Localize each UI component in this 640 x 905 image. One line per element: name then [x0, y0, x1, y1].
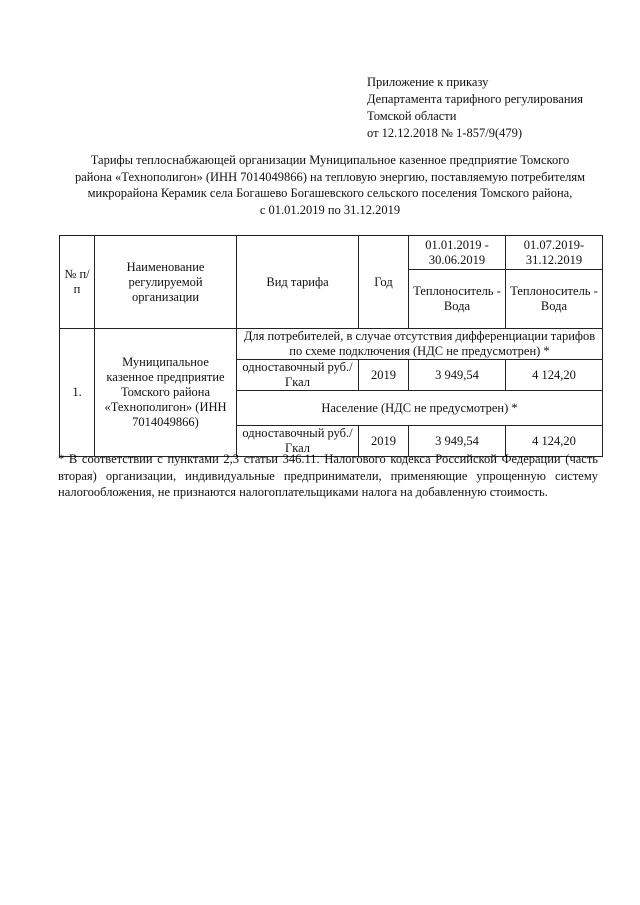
tariff-value-2: 4 124,20	[506, 360, 603, 391]
tariff-table	[59, 235, 603, 457]
group-title: Для потребителей, в случае отсутствия дифференциации тарифов по схеме подключения (НДС не предусмотрен) *	[237, 329, 603, 360]
title-line: микрорайона Керамик села Богашево Богашевского сельского поселения Томского района,	[87, 186, 573, 200]
header-year: Год	[359, 236, 409, 329]
tariff-year: 2019	[359, 360, 409, 391]
row-number: 1.	[60, 329, 95, 457]
tariff-value-1: 3 949,54	[409, 426, 506, 457]
header-carrier-2: Теплоноситель - Вода	[506, 270, 603, 329]
organization-name: Муниципальное казенное предприятие Томского района «Технополигон» (ИНН 7014049866)	[95, 329, 237, 457]
header-period-1: 01.01.2019 - 30.06.2019	[409, 236, 506, 270]
group-title: Население (НДС не предусмотрен) *	[237, 391, 603, 426]
header-row	[60, 236, 603, 270]
appendix-order-date: от 12.12.2018 № 1-857/9(479)	[367, 126, 523, 140]
appendix-line: Департамента тарифного регулирования	[367, 92, 583, 106]
header-carrier-1: Теплоноситель - Вода	[409, 270, 506, 329]
appendix-line: Приложение к приказу	[367, 75, 489, 89]
title-line: с 01.01.2019 по 31.12.2019	[259, 202, 401, 217]
document-title	[60, 152, 600, 218]
tariff-value-2: 4 124,20	[506, 426, 603, 457]
tariff-type: одноставочный руб./Гкал	[237, 426, 359, 457]
title-line: района «Технополигон» (ИНН 7014049866) на тепловую энергию, поставляемую потребителям	[74, 169, 586, 184]
footnote: * В соответствии с пунктами 2,3 статьи 346.11. Налогового кодекса Российской Федерации (часть вторая) организации, индивидуальные предприниматели, применяющие упрощенную систему налогообложения, не признаются налогоплательщиками налога на добавленную стоимость.	[58, 452, 598, 499]
header-period-2: 01.07.2019-31.12.2019	[506, 236, 603, 270]
header-organization: Наименование регулируемой организации	[95, 236, 237, 329]
tariff-value-1: 3 949,54	[409, 360, 506, 391]
tariff-type: одноставочный руб./Гкал	[237, 360, 359, 391]
title-line: Тарифы теплоснабжающей организации Муниципальное казенное предприятие Томского	[90, 153, 570, 167]
group-title-row	[60, 329, 603, 360]
appendix-line: Томской области	[367, 109, 457, 123]
tariff-year: 2019	[359, 426, 409, 457]
appendix-header	[367, 74, 583, 142]
header-tariff-type: Вид тарифа	[237, 236, 359, 329]
header-num: № п/п	[60, 236, 95, 329]
